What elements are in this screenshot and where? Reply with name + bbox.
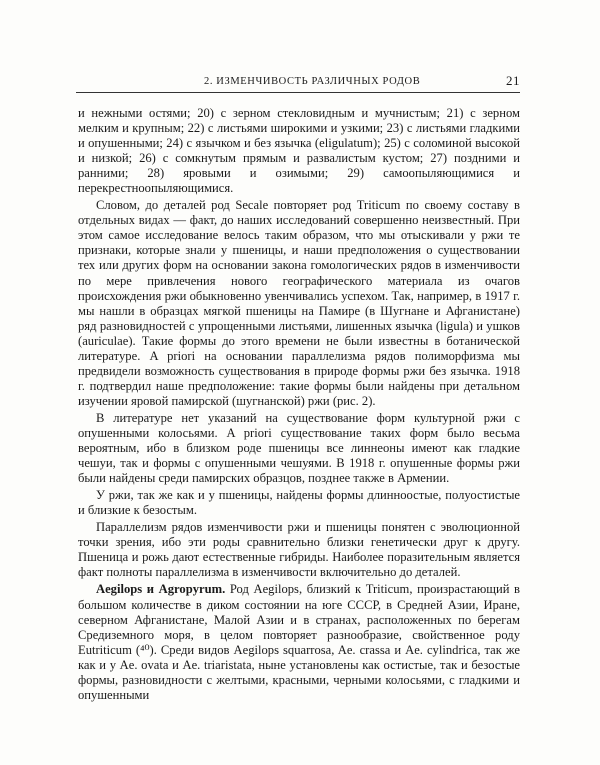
- paragraph-5: Параллелизм рядов изменчивости ржи и пшеницы понятен с эволюционной точки зрения, ибо эти роды сравнительно близки генетически друг к другу. Пшеница и рожь дают естественные гибриды. Наиболее поразительным является факт полноты параллелизма в изменчивости включительно до деталей.: [78, 520, 520, 580]
- page-number: 21: [506, 73, 520, 88]
- running-head: [76, 70, 520, 92]
- chapter-title: 2. ИЗМЕНЧИВОСТЬ РАЗЛИЧНЫХ РОДОВ: [204, 76, 421, 87]
- body-text: [78, 106, 520, 703]
- paragraph-6-text: Род Aegilops, близкий к Triticum, произрастающий в большом количестве в диком состоянии на юге СССР, в Средней Азии, Иране, северном Афганистане, Малой Азии и в странах, расположенных по берегам Средиземного моря, в целом повторяет разнообразие, свойственное роду Eutriticum (⁴⁰). Среди видов Aegilops squarrosa, Ae. crassa и Ae. cylindrica, так же как и у Ae. ovata и Ae. triaristata, ныне установлены как остистые, так и безостые формы, разновидности с желтыми, красными, черными колосьями, с гладкими и опушенными: [78, 582, 520, 702]
- paragraph-4: У ржи, так же как и у пшеницы, найдены формы длинноостые, полуостистые и близкие к безостым.: [78, 488, 520, 518]
- paragraph-2: Словом, до деталей род Secale повторяет род Triticum по своему составу в отдельных видах — факт, до наших исследований совершенно неизвестный. При этом самое исследование велось таким образом, что мы отыскивали у ржи те признаки, которые знали у пшеницы, и наши предположения о существовании тех или других форм на основании закона гомологических рядов в изменчивости по мере привлечения нового географического материала из очагов происхождения ржи обыкновенно увенчивались успехом. Так, например, в 1917 г. мы нашли в образцах мягкой пшеницы на Памире (в Шугнане и Афганистане) ряд разновидностей с упрощенными листьями, лишенных язычка (ligula) и ушков (auriculae). Такие формы до этого времени не были известны в ботанической литературе. A priori на основании параллелизма рядов полиморфизма мы предвидели возможность существования в природе формы ржи без язычка. 1918 г. подтвердил наше предположение: такие формы были найдены при детальном изучении яровой памирской (шугнанской) ржи (рис. 2).: [78, 198, 520, 408]
- paragraph-6: [78, 582, 520, 702]
- section-heading: Aegilops и Agropyrum.: [96, 582, 226, 597]
- paragraph-3: В литературе нет указаний на существование форм культурной ржи с опушенными колосьями. A priori существование таких форм было весьма вероятным, ибо в близком роде пшеницы все линнеоны имеют как гладкие чешуи, так и формы с опушенными чешуями. В 1918 г. опушенные формы ржи были найдены среди памирских образцов, позднее также в Армении.: [78, 410, 520, 486]
- paragraph-1: и нежными остями; 20) с зерном стекловидным и мучнистым; 21) с зерном мелким и крупным; 22) с листьями широкими и узкими; 23) с листьями гладкими и опушенными; 24) с язычком и без язычка (eligulatum); 25) с соломиной высокой и низкой; 26) с сомкнутым прямым и развалистым кустом; 27) поздними и ранними; 28) яровыми и озимыми; 29) самоопыляющимися и перекрестноопыляющимися.: [78, 106, 520, 196]
- header-rule: [76, 92, 520, 93]
